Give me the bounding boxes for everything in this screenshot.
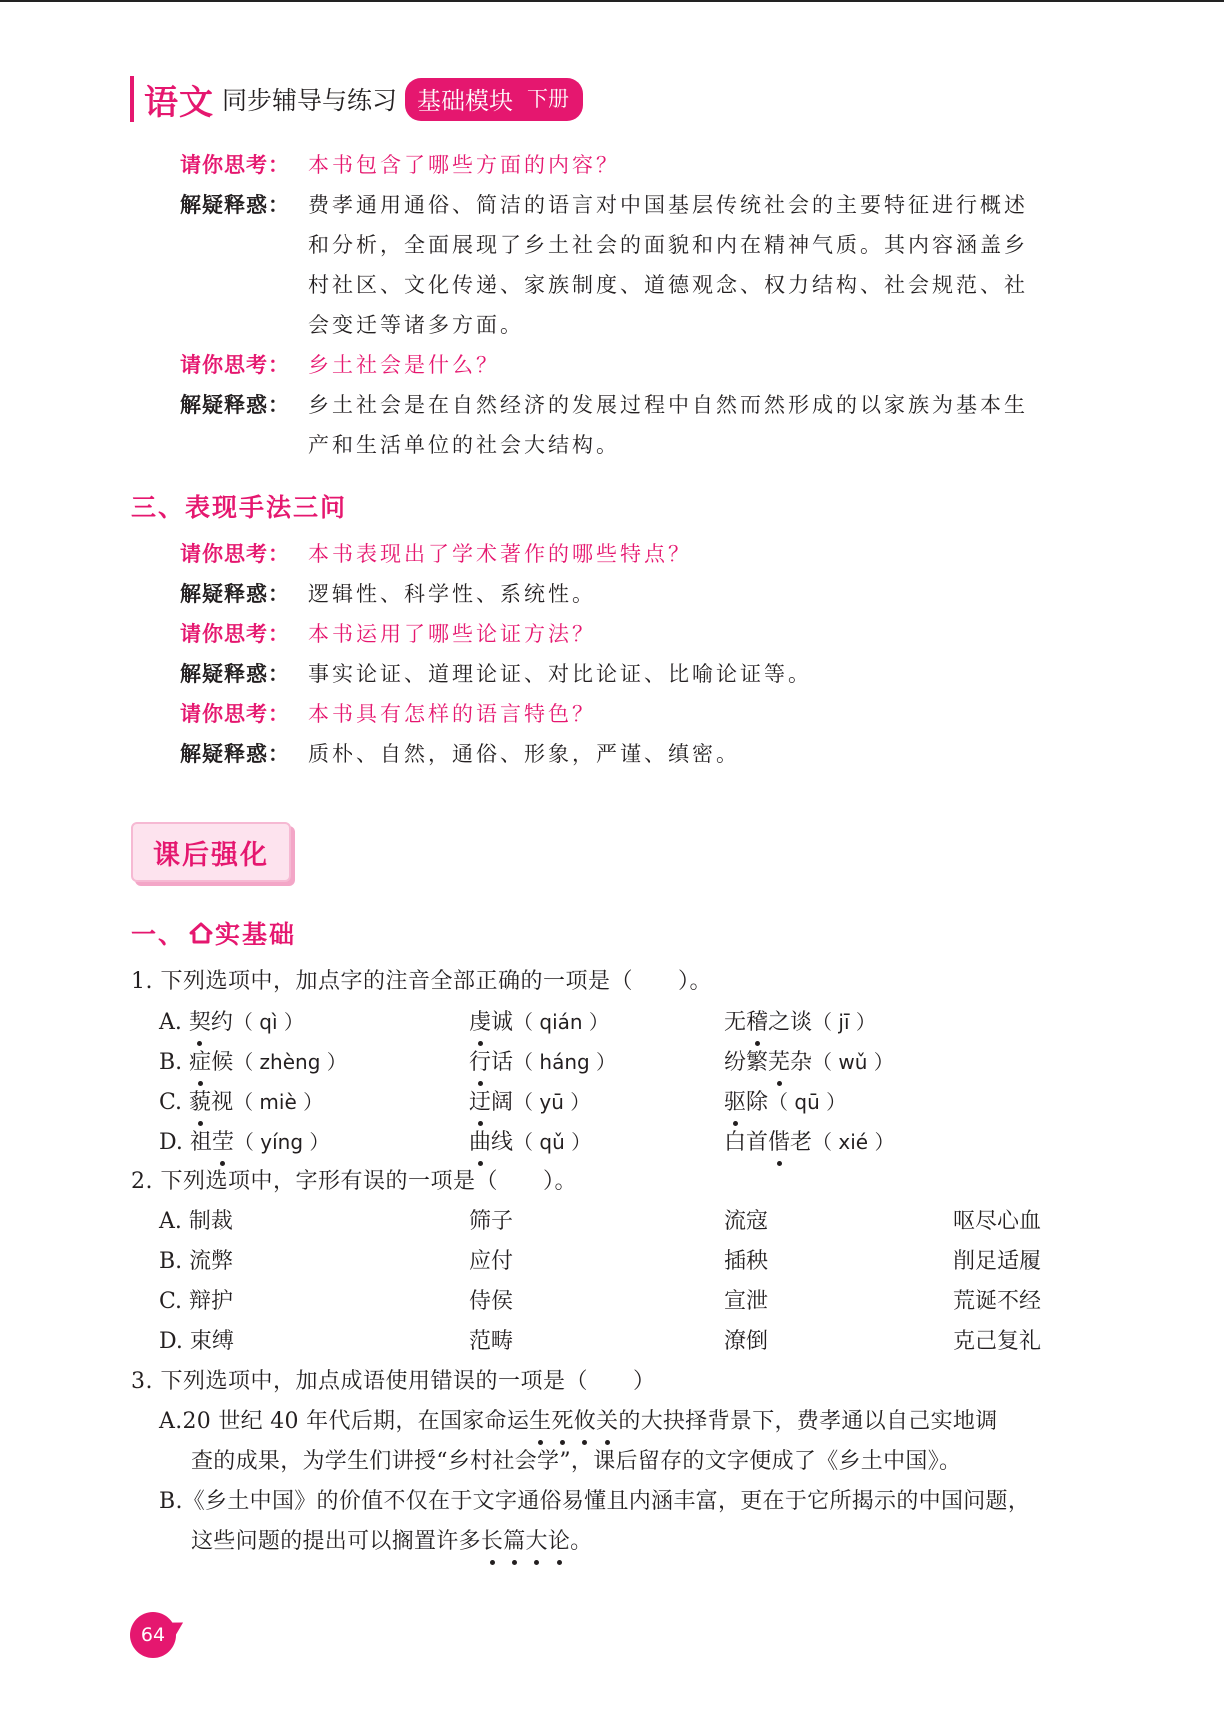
q1-option-c — [131, 1082, 1111, 1122]
q1-option-a — [131, 1002, 1111, 1042]
word-part: 诚 — [491, 1010, 514, 1035]
word-part: 除 — [746, 1090, 769, 1115]
option-item — [724, 1122, 894, 1163]
exercise-list — [131, 962, 1111, 1562]
pinyin: （ zhèng ） — [233, 1050, 347, 1074]
answer-text — [308, 185, 1100, 345]
question-text: 本书具有怎样的语言特色？ — [308, 702, 596, 726]
question-row — [180, 345, 1100, 385]
dotted-char: 契 — [189, 1003, 211, 1043]
word-part: 话 — [491, 1050, 514, 1075]
answer-line: 乡土社会是在自然经济的发展过程中自然而然形成的以家族为基本生 — [308, 393, 1028, 417]
option-item — [724, 1002, 876, 1043]
answer-text: 事实论证、道理论证、对比论证、比喻论证等。 — [308, 662, 812, 686]
question-label: 请你思考： — [180, 702, 290, 726]
question-row — [180, 694, 1100, 734]
answer-line: 会变迁等诸多方面。 — [308, 313, 524, 337]
header-series: 同步辅导与练习 — [222, 86, 398, 115]
word-part: 之谈 — [768, 1010, 813, 1035]
question-row — [180, 145, 1100, 185]
pinyin: （ jī ） — [812, 1010, 876, 1034]
pinyin: （ xié ） — [812, 1130, 895, 1154]
dotted-char: 芜 — [768, 1043, 790, 1083]
answer-line: 和分析，全面展现了乡土社会的面貌和内在精神气质。其内容涵盖乡 — [308, 233, 1028, 257]
dotted-char: 驱 — [724, 1083, 746, 1123]
dotted-char: 死 — [551, 1402, 573, 1442]
word-part: 杂 — [790, 1050, 813, 1075]
word-part: 阔 — [491, 1090, 514, 1115]
pinyin: （ wǔ ） — [812, 1050, 894, 1074]
answer-label: 解疑释惑： — [180, 662, 290, 686]
header-module-badge — [405, 78, 583, 121]
option-line — [159, 1522, 1111, 1562]
option-line — [159, 1402, 1111, 1442]
option-item — [159, 1002, 304, 1043]
header-module: 基础模块 — [417, 86, 514, 115]
answer-label: 解疑释惑： — [180, 393, 290, 417]
word: 荒诞不经 — [953, 1289, 1042, 1314]
after-class-badge: 课后强化 — [131, 822, 291, 882]
word-part: 祖 — [189, 1130, 212, 1155]
word-part: 老 — [790, 1130, 813, 1155]
dotted-char: 论 — [548, 1522, 570, 1562]
question-label: 请你思考： — [180, 542, 290, 566]
word-part: 约 — [210, 1010, 233, 1035]
word: 潦倒 — [724, 1329, 769, 1354]
dotted-char: 关 — [596, 1402, 618, 1442]
option-line: 查的成果，为学生们讲授“乡村社会学”，课后留存的文字便成了《乡土中国》。 — [191, 1449, 962, 1474]
word: 呕尽心血 — [953, 1209, 1042, 1234]
q2-option-a — [131, 1202, 1111, 1242]
word: 范畴 — [469, 1329, 514, 1354]
answer-row — [180, 185, 1100, 345]
qa-block-1 — [180, 145, 1100, 465]
option-item — [159, 1082, 323, 1123]
dotted-char: 茔 — [212, 1123, 234, 1163]
option-item — [159, 1242, 233, 1282]
answer-line: 村社区、文化传递、家族制度、道德观念、权力结构、社会规范、社 — [308, 273, 1028, 297]
question-3-stem: 3. 下列选项中，加点成语使用错误的一项是（ ） — [131, 1369, 656, 1394]
word: 辩护 — [189, 1289, 234, 1314]
answer-row — [180, 385, 1100, 465]
q2-option-c — [131, 1282, 1111, 1322]
answer-label: 解疑释惑： — [180, 193, 290, 217]
word: 侍侯 — [469, 1289, 514, 1314]
option-letter: D. — [159, 1130, 183, 1155]
option-item — [724, 1082, 846, 1123]
word: 宣泄 — [724, 1289, 769, 1314]
answer-label: 解疑释惑： — [180, 742, 290, 766]
question-label: 请你思考： — [180, 153, 290, 177]
dotted-char: 曲 — [469, 1123, 491, 1163]
dotted-char: 长 — [481, 1522, 503, 1562]
option-item — [159, 1282, 233, 1322]
dotted-char: 藐 — [189, 1083, 211, 1123]
answer-row — [180, 734, 1100, 774]
dotted-char: 大 — [526, 1522, 548, 1562]
pinyin: （ qǔ ） — [513, 1130, 592, 1154]
dotted-char: 迂 — [469, 1083, 491, 1123]
book-header — [130, 74, 583, 124]
section-name: 实基础 — [215, 920, 297, 949]
dotted-char: 生 — [529, 1402, 551, 1442]
question-text: 本书运用了哪些论证方法？ — [308, 622, 596, 646]
answer-line: 产和生活单位的社会大结构。 — [308, 433, 620, 457]
word-part: 候 — [211, 1050, 234, 1075]
dotted-char: 症 — [189, 1043, 211, 1083]
question-2-stem: 2. 下列选项中，字形有误的一项是（ ）。 — [131, 1169, 577, 1194]
option-letter: C. — [159, 1090, 183, 1115]
text-part: 的大抉择背景下，费孝通以自己实地调 — [618, 1409, 998, 1434]
option-item — [724, 1042, 894, 1083]
question-label: 请你思考： — [180, 353, 290, 377]
q3-option-b — [131, 1482, 1111, 1562]
pinyin: （ háng ） — [513, 1050, 617, 1074]
q3-option-a — [131, 1402, 1111, 1482]
dotted-char: 攸 — [574, 1402, 596, 1442]
text-part: 。 — [570, 1529, 593, 1554]
q1-option-b — [131, 1042, 1111, 1082]
header-accent-bar — [130, 76, 134, 122]
word-part: 视 — [211, 1090, 234, 1115]
dotted-char: 篇 — [503, 1522, 525, 1562]
page-number: 64 — [130, 1612, 176, 1658]
pinyin: （ miè ） — [233, 1090, 324, 1114]
word-part: 线 — [491, 1130, 514, 1155]
pinyin: （ qì ） — [232, 1010, 304, 1034]
text-part: A.20 世纪 40 年代后期，在国家命运 — [159, 1409, 530, 1434]
question-text: 本书表现出了学术著作的哪些特点？ — [308, 542, 692, 566]
top-rule — [0, 0, 1224, 2]
dotted-char: 稽 — [746, 1003, 768, 1043]
header-subject: 语文 — [144, 82, 214, 123]
question-row — [180, 534, 1100, 574]
option-item — [469, 1002, 609, 1043]
word: 制裁 — [188, 1209, 233, 1234]
dotted-char: 偕 — [768, 1123, 790, 1163]
dotted-char: 虔 — [469, 1003, 491, 1043]
word-part: 白首 — [724, 1130, 769, 1155]
header-volume: 下册 — [527, 87, 570, 111]
answer-row — [180, 654, 1100, 694]
section-number: 一、 — [131, 920, 186, 949]
q2-option-b — [131, 1242, 1111, 1282]
option-line: B.《乡土中国》的价值不仅在于文字通俗易懂且内涵丰富，更在于它所揭示的中国问题， — [159, 1489, 1031, 1514]
qa-block-2 — [180, 534, 1100, 774]
section-title-foundation — [131, 915, 296, 951]
question-text: 乡土社会是什么？ — [308, 353, 500, 377]
pinyin: （ yíng ） — [233, 1130, 330, 1154]
option-item — [469, 1042, 616, 1083]
dotted-char: 行 — [469, 1043, 491, 1083]
question-row — [180, 614, 1100, 654]
answer-text: 逻辑性、科学性、系统性。 — [308, 582, 596, 606]
answer-row — [180, 574, 1100, 614]
option-item — [469, 1122, 591, 1163]
answer-text: 质朴、自然，通俗、形象，严谨、缜密。 — [308, 742, 740, 766]
question-label: 请你思考： — [180, 622, 290, 646]
answer-text — [308, 385, 1100, 465]
pinyin: （ qū ） — [768, 1090, 847, 1114]
word: 束缚 — [189, 1329, 234, 1354]
word: 筛子 — [469, 1209, 514, 1234]
word: 流寇 — [724, 1209, 769, 1234]
q1-option-d — [131, 1122, 1111, 1162]
house-icon — [189, 922, 213, 944]
option-item — [159, 1042, 347, 1083]
word: 削足适履 — [953, 1249, 1042, 1274]
option-item — [159, 1322, 234, 1362]
pinyin: （ qián ） — [513, 1010, 609, 1034]
word: 克己复礼 — [953, 1329, 1042, 1354]
option-letter: D. — [159, 1329, 183, 1354]
dotted-idiom — [481, 1529, 570, 1554]
option-letter: B. — [159, 1050, 183, 1075]
q2-option-d — [131, 1322, 1111, 1362]
option-item — [469, 1082, 590, 1123]
pinyin: （ yū ） — [513, 1090, 591, 1114]
option-letter: B. — [159, 1249, 183, 1274]
question-text: 本书包含了哪些方面的内容？ — [308, 153, 620, 177]
option-letter: A. — [159, 1010, 182, 1035]
option-letter: A. — [159, 1209, 182, 1234]
word: 流弊 — [189, 1249, 234, 1274]
word: 插秧 — [724, 1249, 769, 1274]
option-item — [159, 1122, 329, 1163]
dotted-idiom — [529, 1409, 618, 1434]
question-1-stem: 1. 下列选项中，加点字的注音全部正确的一项是（ ）。 — [131, 969, 712, 994]
answer-label: 解疑释惑： — [180, 582, 290, 606]
option-letter: C. — [159, 1289, 183, 1314]
word: 应付 — [469, 1249, 514, 1274]
section-title: 三、表现手法三问 — [131, 493, 348, 522]
text-part: 这些问题的提出可以搁置许多 — [191, 1529, 481, 1554]
option-item — [159, 1202, 233, 1242]
word-part: 纷繁 — [724, 1050, 769, 1075]
word-part: 无 — [724, 1010, 747, 1035]
answer-line: 费孝通用通俗、简洁的语言对中国基层传统社会的主要特征进行概述 — [308, 193, 1028, 217]
